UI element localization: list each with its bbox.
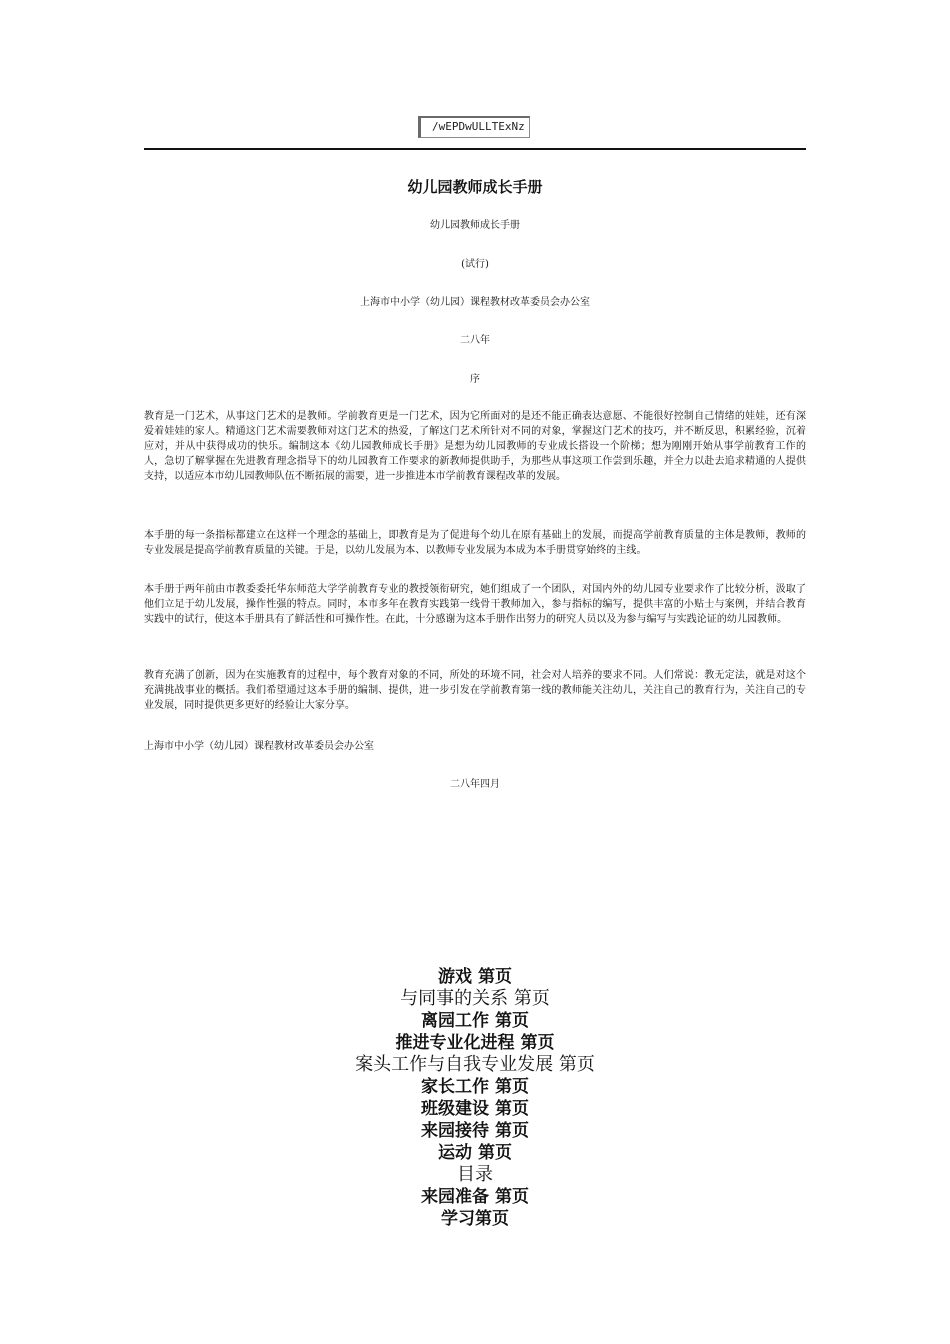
header-rule xyxy=(144,148,806,150)
viewstate-textbox[interactable]: /wEPDwULLTExNz xyxy=(418,116,530,138)
toc-item: 家长工作 第页 xyxy=(421,1077,529,1097)
trial-label: (试行) xyxy=(461,259,489,270)
signature-date: 二八年四月 xyxy=(450,779,500,790)
document-title: 幼儿园教师成长手册 xyxy=(407,178,543,196)
preface-paragraph-2: 本手册的每一条指标都建立在这样一个理念的基础上，即教育是为了促进每个幼儿在原有基础上的发展，而提高学前教育质量的主体是教师，教师的专业发展是提高学前教育质量的关键。于是，以幼儿发展为本、以教师专业发展为本成为本手册贯穿始终的主线。 xyxy=(144,530,806,556)
preface-heading: 序 xyxy=(470,374,480,385)
toc-item: 运动 第页 xyxy=(438,1143,512,1163)
signature: 上海市中小学（幼儿园）课程教材改革委员会办公室 xyxy=(144,741,374,752)
toc-item: 游戏 第页 xyxy=(438,967,512,987)
toc-item: 离园工作 第页 xyxy=(421,1011,529,1031)
table-of-contents xyxy=(144,966,806,1230)
toc-item: 来园接待 第页 xyxy=(421,1121,529,1141)
toc-item: 学习第页 xyxy=(441,1209,509,1229)
document-subtitle: 幼儿园教师成长手册 xyxy=(430,220,520,231)
toc-heading: 目录 xyxy=(457,1164,493,1185)
preface-paragraph-3: 本手册于两年前由市教委委托华东师范大学学前教育专业的教授领衔研究，她们组成了一个团队，对国内外的幼儿园专业要求作了比较分析，汲取了他们立足于幼儿发展，操作性强的特点。同时，本市多年在教育实践第一线骨干教师加入，参与指标的编写，提供丰富的小贴士与案例，并结合教育实践中的试行，使这本手册具有了鲜活性和可操作性。在此，十分感谢为这本手册作出努力的研究人员以及为参与编写与实践论证的幼儿园教师。 xyxy=(144,584,806,625)
publisher: 上海市中小学（幼儿园）课程教材改革委员会办公室 xyxy=(360,297,590,308)
toc-item: 推进专业化进程 第页 xyxy=(395,1033,555,1053)
toc-item: 案头工作与自我专业发展 第页 xyxy=(355,1054,595,1075)
toc-item: 来园准备 第页 xyxy=(421,1187,529,1207)
publish-year: 二八年 xyxy=(460,335,490,346)
preface-paragraph-1: 教育是一门艺术，从事这门艺术的是教师。学前教育更是一门艺术，因为它所面对的是还不能正确表达意愿、不能很好控制自己情绪的娃娃，还有深爱着娃娃的家人。精通这门艺术需要教师对这门艺术的热爱，了解这门艺术所针对不同的对象，掌握这门艺术的技巧，并不断反思，积累经验，沉着应对，并从中获得成功的快乐。编制这本《幼儿园教师成长手册》是想为幼儿园教师的专业成长搭设一个阶梯；想为刚刚开始从事学前教育工作的人，急切了解掌握在先进教育理念指导下的幼儿园教育工作要求的新教师提供助手，为那些从事这项工作尝到乐趣，并全力以赴去追求精通的人提供支持，以适应本市幼儿园教师队伍不断拓展的需要，进一步推进本市学前教育课程改革的发展。 xyxy=(144,411,806,482)
preface-paragraph-4: 教育充满了创新，因为在实施教育的过程中，每个教育对象的不同，所处的环境不同，社会对人培养的要求不同。人们常说：教无定法，就是对这个充满挑战事业的概括。我们希望通过这本手册的编制、提供，进一步引发在学前教育第一线的教师能关注幼儿，关注自己的教育行为，关注自己的专业发展，同时提供更多更好的经验让大家分享。 xyxy=(144,670,806,711)
toc-item: 与同事的关系 第页 xyxy=(400,988,550,1009)
toc-item: 班级建设 第页 xyxy=(421,1099,529,1119)
